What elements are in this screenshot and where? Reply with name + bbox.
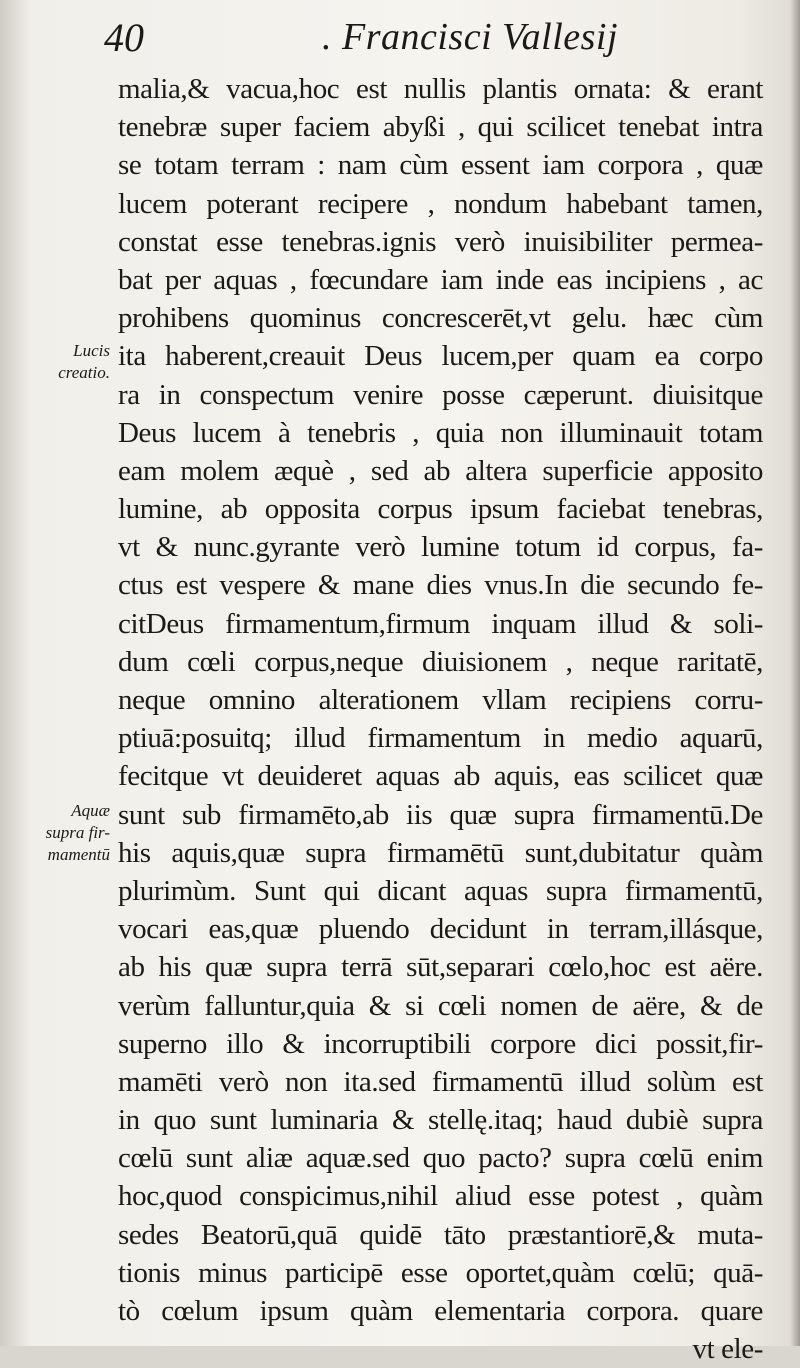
text-line: tò cœlum ipsum quàm elementaria corpora. quare [118,1295,763,1327]
text-line: in quo sunt luminaria & stellę.itaq; haud dubiè supra [118,1104,763,1137]
text-line: mamēti verò non ita.sed firmamentū illud solùm est [118,1065,763,1098]
text-line: verùm falluntur,quia & si cœli nomen de aëre, & de [118,989,763,1022]
text-line: fecitque vt deuideret aquas ab aquis, eas scilicet quæ [118,760,763,793]
text-line: constat esse tenebras.ignis verò inuisibiliter permea- [118,225,763,258]
text-line: dum cœli corpus,neque diuisionem , neque raritatē, [118,645,763,678]
text-line: vt & nunc.gyrante verò lumine totum id corpus, fa- [118,531,763,564]
text-line: bat per aquas , fœcundare iam inde eas incipiens , ac [118,263,763,296]
marginal-note-aquae-supra-firmamentum [10,800,110,866]
text-line: neque omnino alterationem vllam recipiens corru- [118,684,763,716]
catchword-line: vt ele- [692,1333,763,1366]
text-line: sedes Beatorū,quā quidē tāto præstantiorē,& muta- [118,1218,763,1251]
marginal-note-text: Lucis creatio. [58,341,110,382]
text-line: tenebræ super faciem abyßi , qui scilicet tenebat intra [118,111,763,144]
text-line: ctus est vespere & mane dies vnus.In die secundo fe- [118,569,763,602]
text-line: ita haberent,creauit Deus lucem,per quam ea corpo [118,340,763,373]
text-line: plurimùm. Sunt qui dicant aquas supra firmamentū, [118,874,763,907]
text-line: his aquis,quæ supra firmamētū sunt,dubitatur quàm [118,836,763,869]
text-line: sunt sub firmamēto,ab iis quæ supra firmamentū.De [118,798,763,831]
page-edge-shadow [790,0,800,1346]
text-line: lumine, ab opposita corpus ipsum faciebat tenebras, [118,493,763,526]
text-line: tionis minus participē esse oportet,quàm cœlū; quā- [118,1256,763,1289]
text-line: prohibens quominus concrescerēt,vt gelu. hæc cùm [118,302,763,335]
text-line: malia,& vacua,hoc est nullis plantis ornata: & erant [118,73,763,105]
text-line: se totam terram : nam cùm essent iam corpora , quæ [118,149,763,182]
text-line: citDeus firmamentum,firmum inquam illud & soli- [118,607,763,640]
text-line: vocari eas,quæ pluendo decidunt in terram,illásque, [118,913,763,946]
text-line: eam molem æquè , sed ab altera superficie apposito [118,454,763,487]
page-number: 40 [104,15,144,60]
marginal-note-lucis-creatio [10,340,110,384]
page-header [0,0,800,80]
marginal-note-text: Aquæ supra fir- mamentū [45,801,110,864]
text-line: ptiuā:posuitq; illud firmamentum in medio aquarū, [118,722,763,755]
text-line: ra in conspectum venire posse cæperunt. diuisitque [118,378,763,411]
text-line: cœlū sunt aliæ aquæ.sed quo pacto? supra cœlū enim [118,1142,763,1175]
text-line: superno illo & incorruptibili corpore dici possit,fir- [118,1027,763,1060]
text-line: lucem poterant recipere , nondum habebant tamen, [118,187,763,220]
text-line: Deus lucem à tenebris , quia non illuminauit totam [118,416,763,449]
text-line: hoc,quod conspicimus,nihil aliud esse potest , quàm [118,1180,763,1213]
body-text [118,70,763,1368]
running-title: . Francisci Vallesij [322,16,619,58]
text-line: ab his quæ supra terrā sūt,separari cœlo,hoc est aëre. [118,951,763,984]
